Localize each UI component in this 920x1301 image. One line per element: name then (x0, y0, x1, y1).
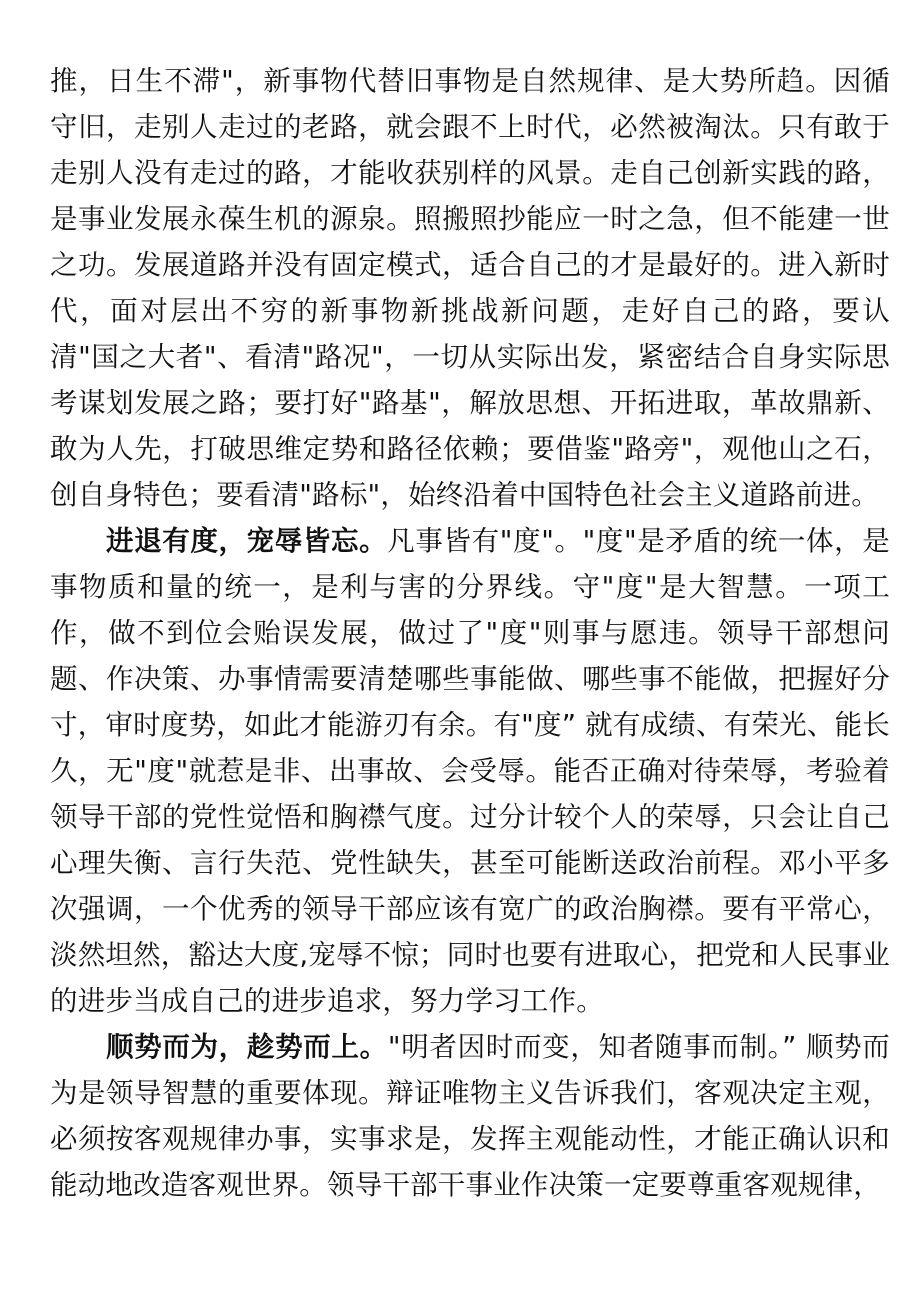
paragraph-1-text: 推，日生不滞"，新事物代替旧事物是自然规律、是大势所趋。因循守旧，走别人走过的老路，就会跟不上时代，必然被淘汰。只有敢于走别人没有走过的路，才能收获别样的风景。走自己创新实践的路，是事业发展永葆生机的源泉。照搬照抄能应一时之急，但不能建一世之功。发展道路并没有固定模式，适合自己的才是最好的。进入新时代，面对层出不穷的新事物新挑战新问题，走好自己的路，要认清"国之大者"、看清"路况"，一切从实际出发，紧密结合自身实际思考谋划发展之路；要打好"路基"，解放思想、开拓进取，革故鼎新、敢为人先，打破思维定势和路径依赖；要借鉴"路旁"，观他山之石，创自身特色；要看清"路标"，始终沿着中国特色社会主义道路前进。 (50, 65, 890, 511)
paragraph-2-text: 凡事皆有"度"。"度"是矛盾的统一体，是事物质和量的统一，是利与害的分界线。守"度"是大智慧。一项工作，做不到位会贻误发展，做过了"度"则事与愿违。领导干部想问题、作决策、办事情需要清楚哪些事能做、哪些事不能做，把握好分寸，审时度势，如此才能游刃有余。有"度” 就有成绩、有荣光、能长久，无"度"就惹是非、出事故、会受辱。能否正确对待荣辱，考验着领导干部的党性觉悟和胸襟气度。过分计较个人的荣辱，只会让自己心理失衡、言行失范、党性缺失，甚至可能断送政治前程。邓小平多次强调，一个优秀的领导干部应该有宽广的政治胸襟。要有平常心，淡然坦然，豁达大度,宠辱不惊；同时也要有进取心，把党和人民事业的进步当成自己的进步追求，努力学习工作。 (50, 525, 890, 1017)
paragraph-2-lead: 进退有度，宠辱皆忘。 (106, 525, 388, 557)
paragraph-2 (50, 518, 890, 1024)
paragraph-3 (50, 1024, 890, 1208)
paragraph-3-lead: 顺势而为，趁势而上。 (106, 1031, 388, 1063)
paragraph-1 (50, 58, 890, 518)
document-page (50, 58, 890, 1208)
paragraph-3-text: "明者因时而变，知者随事而制。” 顺势而为是领导智慧的重要体现。辩证唯物主义告诉我们，客观决定主观，必须按客观规律办事，实事求是，发挥主观能动性，才能正确认识和能动地改造客观世界。领导干部干事业作决策一定要尊重客观规律， (50, 1031, 891, 1201)
